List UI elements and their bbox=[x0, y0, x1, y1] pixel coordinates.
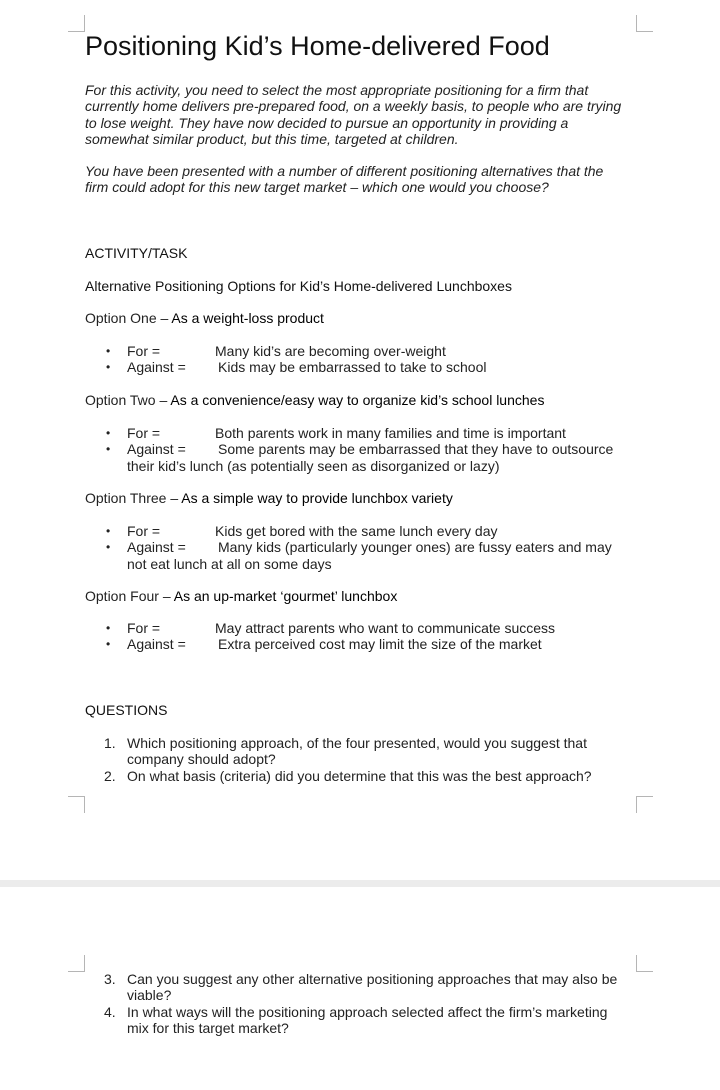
question-number: 4. bbox=[104, 1003, 116, 1020]
question-text: Can you suggest any other alternative positioning approaches that may also be viable? bbox=[127, 971, 618, 1004]
intro-paragraph-2: You have been presented with a number of different positioning alternatives that the firm could adopt for this new target market – which one would you choose? bbox=[85, 163, 604, 196]
for-text: May attract parents who want to communicate success bbox=[215, 620, 556, 636]
against-text: Kids may be embarrassed to take to school bbox=[218, 359, 487, 376]
question-text: Which positioning approach, of the four presented, would you suggest that company should adopt? bbox=[127, 735, 587, 768]
option-name: As an up-market ‘gourmet’ lunchbox bbox=[173, 588, 398, 604]
page-separator bbox=[0, 880, 720, 887]
option-prefix: Option Four – bbox=[85, 588, 171, 604]
list-item bbox=[106, 620, 626, 636]
question-number: 2. bbox=[104, 767, 116, 784]
option-one-bullets bbox=[106, 343, 626, 376]
option-four-heading bbox=[85, 588, 397, 604]
against-text: Some parents may be embarrassed that they have to outsource their kid’s lunch (as potentially seen as disorganized or lazy) bbox=[127, 441, 614, 474]
list-item bbox=[106, 359, 626, 375]
list-item bbox=[106, 441, 626, 474]
questions-list-page-1 bbox=[104, 735, 624, 784]
document-page-2 bbox=[0, 887, 720, 1090]
question-text: On what basis (criteria) did you determine that this was the best approach? bbox=[127, 767, 592, 784]
question-number: 3. bbox=[104, 971, 116, 987]
for-label: For = bbox=[127, 620, 161, 636]
question-number: 1. bbox=[104, 735, 116, 751]
option-name: As a simple way to provide lunchbox variety bbox=[181, 490, 453, 506]
margin-corner-bottom-right bbox=[636, 796, 653, 813]
list-item bbox=[106, 425, 626, 441]
option-two-bullets bbox=[106, 425, 626, 474]
margin-corner-top-right bbox=[636, 15, 653, 32]
list-item bbox=[106, 539, 626, 572]
margin-corner-bottom-left bbox=[68, 796, 85, 813]
activity-heading: ACTIVITY/TASK bbox=[85, 245, 188, 261]
option-three-bullets bbox=[106, 523, 626, 572]
page-title: Positioning Kid’s Home-delivered Food bbox=[85, 31, 550, 61]
questions-heading: QUESTIONS bbox=[85, 702, 168, 718]
for-text: Kids get bored with the same lunch every day bbox=[215, 523, 498, 539]
question-text: In what ways will the positioning approach selected affect the firm’s marketing mix for this target market? bbox=[127, 1003, 608, 1036]
question-item bbox=[104, 1004, 624, 1037]
intro-paragraph-1: For this activity, you need to select the most appropriate positioning for a firm that currently home delivers pre-prepared food, on a weekly basis, to people who are trying to lose weight. They have now decided to pursue an opportunity in providing a somewhat similar product, but this time, targeted at children. bbox=[85, 82, 622, 147]
option-two-heading bbox=[85, 392, 544, 408]
option-three-heading bbox=[85, 490, 453, 506]
for-text: Many kid’s are becoming over-weight bbox=[215, 343, 446, 359]
margin-corner-top-left bbox=[68, 955, 85, 972]
list-item bbox=[106, 636, 626, 652]
list-item bbox=[106, 343, 626, 359]
option-one-heading bbox=[85, 310, 324, 326]
question-item bbox=[104, 735, 624, 768]
options-heading: Alternative Positioning Options for Kid’s Home-delivered Lunchboxes bbox=[85, 278, 512, 294]
against-label: Against = bbox=[127, 441, 186, 458]
questions-list-page-2 bbox=[104, 971, 624, 1036]
list-item bbox=[106, 523, 626, 539]
for-label: For = bbox=[127, 523, 161, 539]
against-text: Many kids (particularly younger ones) are fussy eaters and may not eat lunch at all on some days bbox=[127, 539, 612, 572]
question-item bbox=[104, 971, 624, 1004]
option-name: As a convenience/easy way to organize kid’s school lunches bbox=[170, 392, 545, 408]
against-label: Against = bbox=[127, 539, 186, 556]
against-text: Extra perceived cost may limit the size of the market bbox=[218, 636, 542, 653]
option-prefix: Option Three – bbox=[85, 490, 179, 506]
margin-corner-top-left bbox=[68, 15, 85, 32]
question-item bbox=[104, 768, 624, 784]
against-label: Against = bbox=[127, 359, 186, 376]
for-label: For = bbox=[127, 425, 161, 441]
option-prefix: Option One – bbox=[85, 310, 169, 326]
option-prefix: Option Two – bbox=[85, 392, 168, 408]
margin-corner-top-right bbox=[636, 955, 653, 972]
for-label: For = bbox=[127, 343, 161, 359]
option-four-bullets bbox=[106, 620, 626, 653]
option-name: As a weight-loss product bbox=[171, 310, 324, 326]
for-text: Both parents work in many families and time is important bbox=[215, 425, 566, 441]
against-label: Against = bbox=[127, 636, 186, 653]
